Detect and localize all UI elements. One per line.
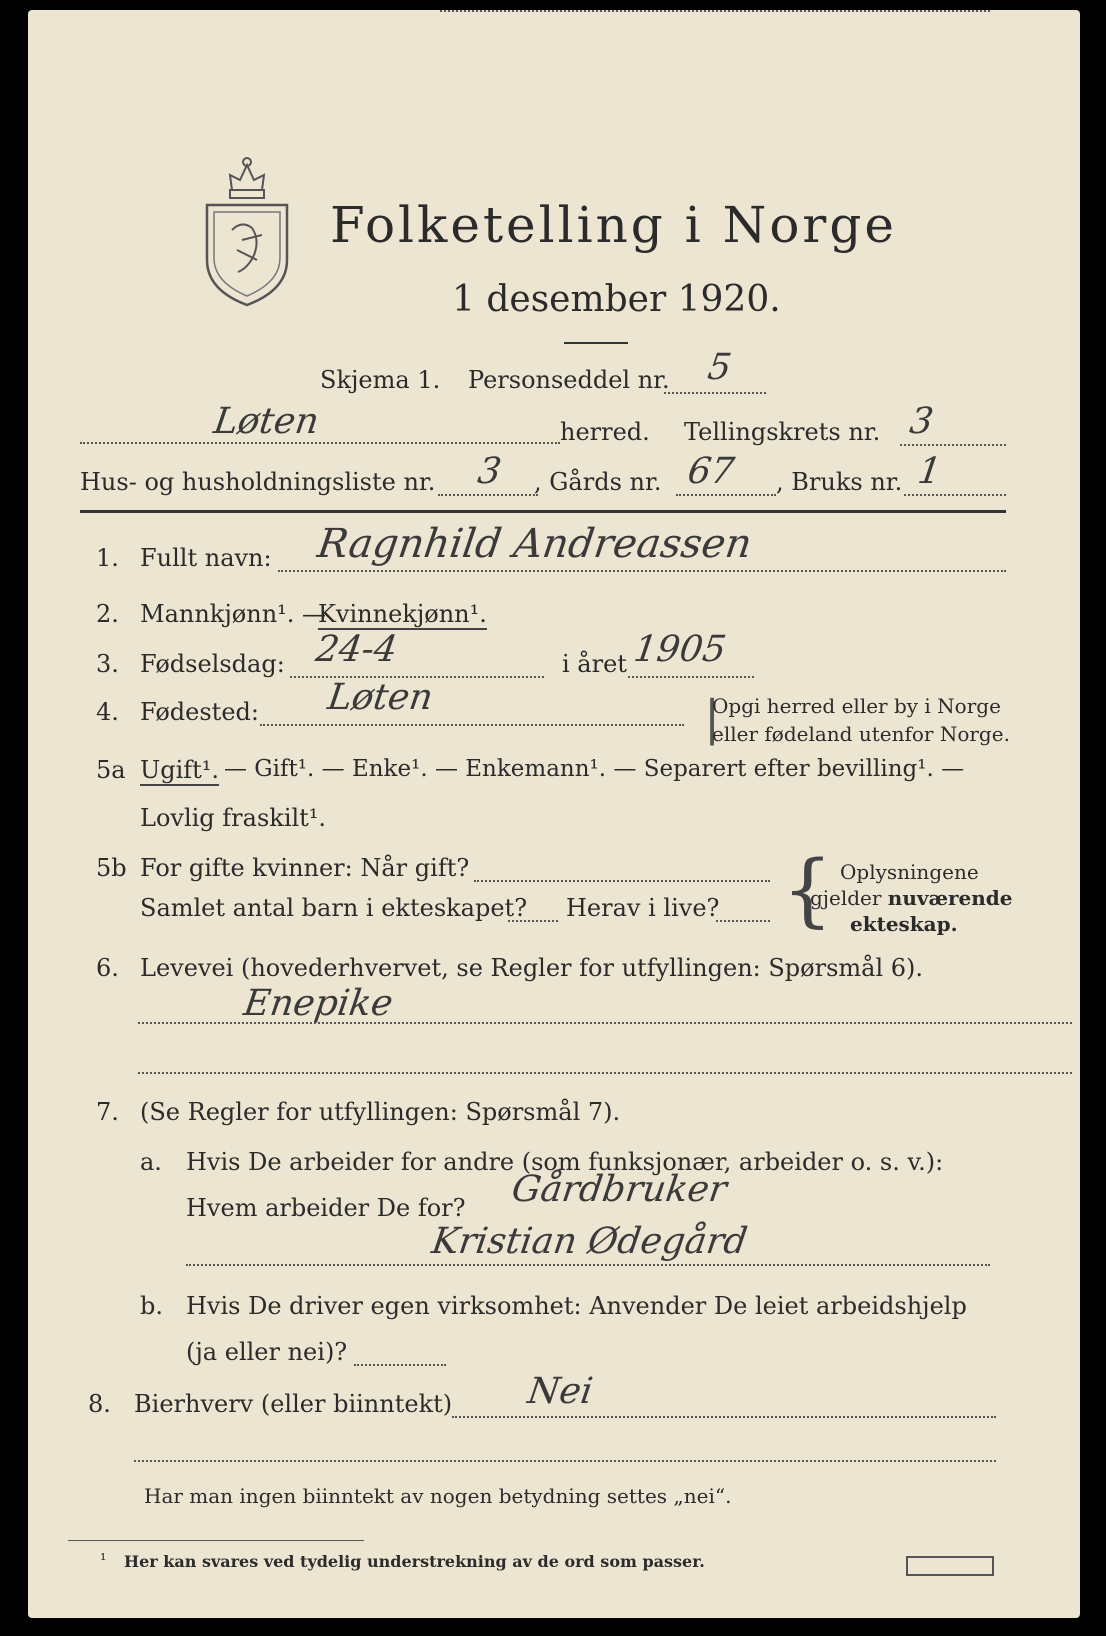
q5b-brace: { bbox=[782, 843, 833, 936]
personseddel-label: Personseddel nr. bbox=[468, 366, 670, 394]
q1-label: Fullt navn: bbox=[140, 544, 272, 572]
q5b-number: 5b bbox=[96, 854, 127, 882]
q5a-ugift: Ugift¹. bbox=[140, 756, 220, 784]
footnote-rule bbox=[68, 1540, 364, 1541]
q2-female: Kvinnekjønn¹. bbox=[318, 600, 487, 628]
personseddel-value: 5 bbox=[705, 347, 734, 388]
q5a-line2: Lovlig fraskilt¹. bbox=[140, 804, 327, 832]
q7a-line2: Hvem arbeider De for? bbox=[186, 1194, 466, 1222]
schema-label: Skjema 1. bbox=[320, 366, 441, 394]
q7b-line1: Hvis De driver egen virksomhet: Anvender De leiet arbeidshjelp bbox=[186, 1292, 967, 1320]
q5b-married-line bbox=[474, 880, 770, 882]
q8-number: 8. bbox=[88, 1390, 111, 1418]
herred-line bbox=[80, 442, 560, 444]
q8-line-2 bbox=[134, 1460, 996, 1462]
q3-label: Fødselsdag: bbox=[140, 650, 285, 678]
q7-label: (Se Regler for utfyllingen: Spørsmål 7). bbox=[140, 1098, 621, 1126]
q4-label: Fødested: bbox=[140, 698, 259, 726]
bruks-value: 1 bbox=[915, 451, 944, 492]
q5b-note-3: ekteskap. bbox=[850, 912, 958, 936]
q6-value: Enepike bbox=[241, 983, 396, 1024]
q4-note-2: eller fødeland utenfor Norge. bbox=[712, 722, 1010, 746]
q4-number: 4. bbox=[96, 698, 119, 726]
q5b-children-line bbox=[508, 920, 558, 922]
bruks-line bbox=[904, 494, 1006, 496]
q2-male: Mannkjønn¹. — bbox=[140, 600, 327, 628]
bruks-label: , Bruks nr. bbox=[776, 468, 903, 496]
q7b-letter: b. bbox=[140, 1292, 163, 1320]
q7a-value-1: Gårdbruker bbox=[509, 1169, 730, 1210]
personseddel-line bbox=[664, 392, 766, 394]
q3-number: 3. bbox=[96, 650, 119, 678]
q1-value: Ragnhild Andreassen bbox=[314, 521, 755, 567]
q7a-value-2: Kristian Ødegård bbox=[429, 1221, 750, 1262]
q5b-note-2a: gjelder bbox=[810, 886, 888, 910]
q3-year-value: 1905 bbox=[631, 629, 729, 670]
q3-value: 24-4 bbox=[313, 629, 400, 670]
q7a-employer-line-2 bbox=[186, 1264, 990, 1266]
q1-line bbox=[278, 570, 1006, 572]
section-rule bbox=[80, 510, 1006, 513]
q5b-note-2b: nuværende bbox=[887, 886, 1013, 910]
hus-value: 3 bbox=[475, 451, 504, 492]
title-divider bbox=[564, 342, 628, 344]
q8-value: Nei bbox=[525, 1371, 596, 1412]
tellingskrets-line bbox=[900, 444, 1006, 446]
q5a-options: — Gift¹. — Enke¹. — Enkemann¹. — Separert efter bevilling¹. — bbox=[224, 756, 965, 782]
q6-label: Levevei (hovederhvervet, se Regler for utfyllingen: Spørsmål 6). bbox=[140, 954, 924, 982]
q5b-line2a: Samlet antal barn i ekteskapet? bbox=[140, 894, 528, 922]
census-date: 1 desember 1920. bbox=[452, 279, 781, 320]
gards-label: , Gårds nr. bbox=[534, 468, 662, 496]
q4-line bbox=[260, 724, 684, 726]
income-note: Har man ingen biinntekt av nogen betydning settes „nei“. bbox=[144, 1484, 732, 1508]
q8-line bbox=[452, 1416, 996, 1418]
q3-year-line bbox=[628, 676, 754, 678]
q8-label: Bierhverv (eller biinntekt) bbox=[134, 1390, 453, 1418]
q4-value: Løten bbox=[325, 677, 436, 718]
herred-label: herred. bbox=[560, 418, 650, 446]
gards-value: 67 bbox=[685, 451, 737, 492]
q5b-note-1: Oplysningene bbox=[840, 860, 979, 884]
q6-number: 6. bbox=[96, 954, 119, 982]
footnote-text: Her kan svares ved tydelig understrekning av de ord som passer. bbox=[124, 1552, 705, 1571]
coat-of-arms-icon bbox=[202, 150, 292, 310]
tellingskrets-value: 3 bbox=[907, 401, 936, 442]
hus-label: Hus- og husholdningsliste nr. bbox=[80, 468, 436, 496]
form-title: Folketelling i Norge bbox=[330, 196, 897, 254]
tellingskrets-label: Tellingskrets nr. bbox=[684, 418, 881, 446]
census-form-page bbox=[28, 10, 1080, 1618]
q5b-line2b: Herav i live? bbox=[566, 894, 720, 922]
q4-note-1: Opgi herred eller by i Norge bbox=[712, 694, 1001, 718]
q2-number: 2. bbox=[96, 600, 119, 628]
q6-line-1 bbox=[138, 1022, 1072, 1024]
hus-line bbox=[438, 494, 538, 496]
q1-number: 1. bbox=[96, 544, 119, 572]
q4-bracket: | bbox=[704, 690, 721, 746]
footnote-mark: ¹ bbox=[100, 1550, 107, 1569]
q7b-answer-line bbox=[354, 1364, 446, 1366]
herred-value: Løten bbox=[211, 401, 322, 442]
q6-line-2 bbox=[138, 1072, 1072, 1074]
q7a-line1: Hvis De arbeider for andre (som funksjonær, arbeider o. s. v.): bbox=[186, 1148, 944, 1176]
printer-stamp bbox=[906, 1556, 994, 1576]
q5b-alive-line bbox=[716, 920, 770, 922]
q3-year-label: i året bbox=[562, 650, 627, 678]
q5a-number: 5a bbox=[96, 756, 126, 784]
q7b-line2: (ja eller nei)? bbox=[186, 1338, 348, 1366]
q5b-note-2 bbox=[810, 888, 1013, 908]
q5b-line1: For gifte kvinner: Når gift? bbox=[140, 854, 470, 882]
gards-line bbox=[676, 494, 776, 496]
q7-number: 7. bbox=[96, 1098, 119, 1126]
q7a-employer-line bbox=[440, 10, 990, 12]
q7a-letter: a. bbox=[140, 1148, 162, 1176]
